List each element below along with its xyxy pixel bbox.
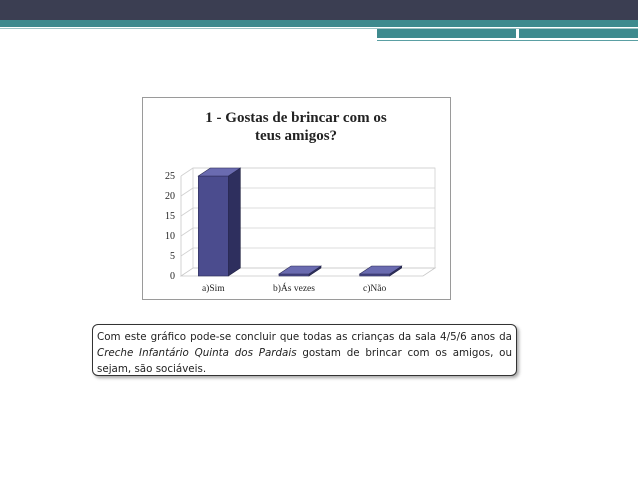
gridline-side: [181, 228, 193, 236]
header-bar: [0, 0, 638, 20]
y-tick-label: 10: [165, 231, 175, 242]
conclusion-box: [92, 324, 517, 376]
conclusion-text-end: gostam de brincar com os amigos, ou sejam, são sociáveis.: [97, 347, 512, 375]
y-tick-label: 20: [165, 191, 175, 202]
gridline-side: [181, 248, 193, 256]
bar: [198, 176, 228, 276]
bar-top: [279, 266, 321, 274]
gridline-side: [181, 168, 193, 176]
x-category-label: a)Sim: [201, 284, 225, 294]
header-accent-band: [0, 20, 638, 27]
y-tick-label: 15: [165, 211, 175, 222]
title-accent-line: [377, 40, 638, 41]
gridline-side: [181, 188, 193, 196]
y-tick-label: 5: [170, 251, 175, 262]
bar-chart: [143, 98, 450, 299]
x-category-label: c)Não: [363, 284, 387, 294]
title-accent-gap: [516, 29, 519, 38]
bar-side: [228, 168, 240, 276]
plot-area: [165, 168, 435, 294]
chart-frame: [142, 97, 451, 300]
y-tick-label: 25: [165, 171, 175, 182]
conclusion-school-name: Creche Infantário Quinta dos Pardais: [97, 347, 297, 359]
gridline-side: [181, 208, 193, 216]
chart-title-line-1: 1 - Gostas de brincar com os: [205, 110, 387, 126]
y-tick-label: 0: [170, 271, 175, 282]
bar-top: [360, 266, 402, 274]
chart-title-line-2: teus amigos?: [254, 128, 338, 144]
x-category-label: b)Ás vezes: [273, 284, 315, 294]
title-accent-block: [377, 29, 638, 38]
conclusion-text-start: Com este gráfico pode-se concluir que todas as crianças da sala 4/5/6 anos da: [97, 331, 512, 343]
